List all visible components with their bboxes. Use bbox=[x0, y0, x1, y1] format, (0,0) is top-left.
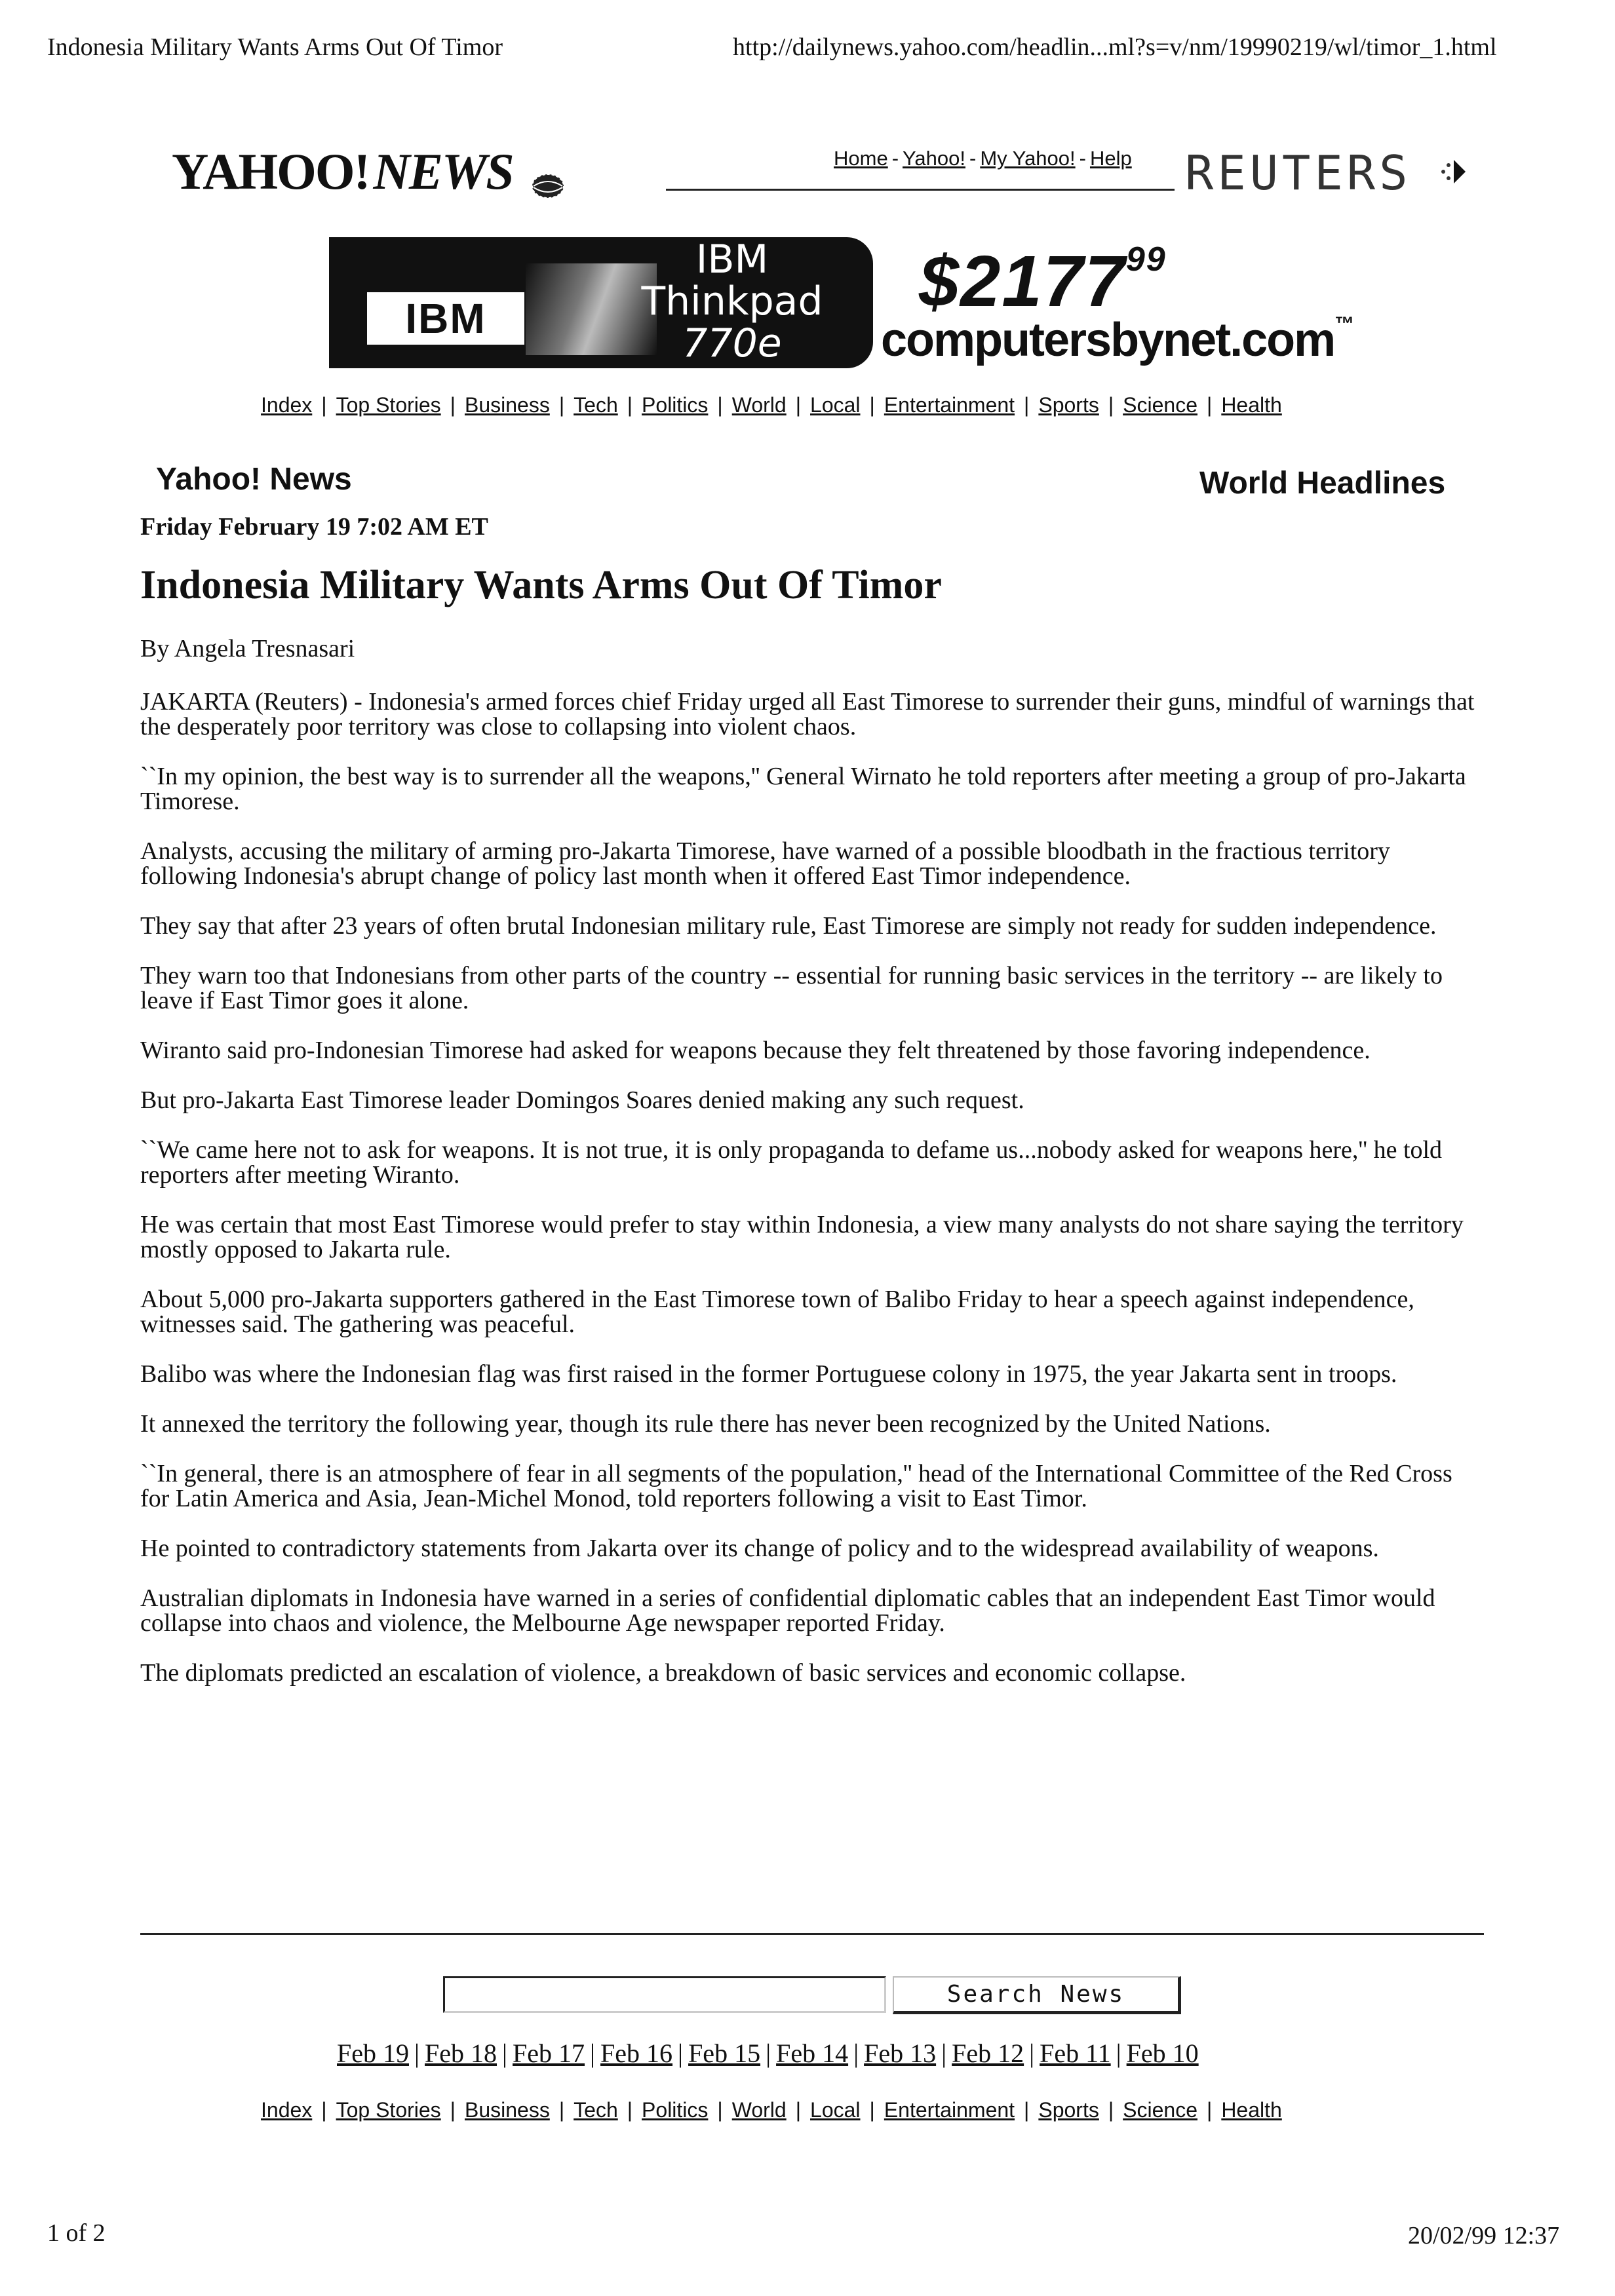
article-paragraph: But pro-Jakarta East Timorese leader Domingos Soares denied making any such request. bbox=[140, 1086, 1024, 1114]
print-page-title: Indonesia Military Wants Arms Out Of Timor bbox=[47, 33, 503, 61]
article-paragraph: They warn too that Indonesians from other parts of the country -- essential for running basic services in the territory -- are likely to leave if East Timor goes it alone. bbox=[140, 962, 1443, 1014]
article-paragraph: About 5,000 pro-Jakarta supporters gathered in the East Timorese town of Balibo Friday to hear a speech against independence, witnesses said. The gathering was peaceful. bbox=[140, 1286, 1414, 1338]
nav-top-stories[interactable]: Top Stories bbox=[336, 2098, 441, 2122]
archive-date-link[interactable]: Feb 18 bbox=[425, 2038, 497, 2068]
logo-yahoo-text: YAHOO! bbox=[172, 143, 370, 200]
archive-date-link[interactable]: Feb 11 bbox=[1040, 2038, 1111, 2068]
archive-date-links: Feb 19 | Feb 18 | Feb 17 | Feb 16 | Feb 15 | Feb 14 | Feb 13 | Feb 12 | Feb 11 | Feb 10 bbox=[337, 2038, 1199, 2068]
nav-politics[interactable]: Politics bbox=[642, 2098, 709, 2122]
nav-local[interactable]: Local bbox=[810, 2098, 861, 2122]
nav-world[interactable]: World bbox=[731, 2098, 787, 2122]
print-page-count: 1 of 2 bbox=[47, 2219, 106, 2247]
yahoo-news-logo[interactable] bbox=[172, 145, 657, 198]
article-byline: By Angela Tresnasari bbox=[140, 635, 355, 662]
yahoo-link[interactable]: Yahoo! bbox=[903, 147, 965, 170]
section-nav-bottom: Index | Top Stories | Business | Tech | Politics | World | Local | Entertainment | Sports | Science | Health bbox=[261, 2098, 1282, 2122]
my-yahoo-link[interactable]: My Yahoo! bbox=[980, 147, 1076, 170]
print-page-url: http://dailynews.yahoo.com/headlin...ml?s=v/nm/19990219/wl/timor_1.html bbox=[733, 33, 1497, 61]
search-news-input[interactable] bbox=[443, 1976, 886, 2013]
article-paragraph: He pointed to contradictory statements from Jakarta over its change of policy and to the widespread availability of weapons. bbox=[140, 1535, 1379, 1562]
article-body bbox=[140, 689, 1484, 1710]
archive-date-link[interactable]: Feb 15 bbox=[688, 2038, 761, 2068]
nav-science[interactable]: Science bbox=[1123, 2098, 1197, 2122]
search-news-button[interactable]: Search News bbox=[893, 1976, 1181, 2014]
ad-model-text: IBM Thinkpad 770e bbox=[641, 237, 823, 366]
section-heading: World Headlines bbox=[1199, 466, 1446, 501]
archive-date-link[interactable]: Feb 10 bbox=[1126, 2038, 1199, 2068]
nav-science[interactable]: Science bbox=[1123, 393, 1197, 417]
article-paragraph: It annexed the territory the following year, though its rule there has never been recognized by the United Nations. bbox=[140, 1410, 1271, 1438]
article-paragraph: JAKARTA (Reuters) - Indonesia's armed forces chief Friday urged all East Timorese to surrender their guns, mindful of warnings that the desperately poor territory was close to collapsing into violent chaos. bbox=[140, 688, 1475, 740]
ibm-thinkpad-banner-ad[interactable] bbox=[329, 237, 1353, 368]
help-link[interactable]: Help bbox=[1089, 147, 1132, 170]
archive-date-link[interactable]: Feb 16 bbox=[600, 2038, 673, 2068]
archive-date-link[interactable]: Feb 19 bbox=[337, 2038, 409, 2068]
nav-sports[interactable]: Sports bbox=[1038, 393, 1099, 417]
masthead-divider bbox=[666, 189, 1175, 191]
globe-icon bbox=[530, 172, 566, 201]
archive-date-link[interactable]: Feb 17 bbox=[513, 2038, 585, 2068]
nav-tech[interactable]: Tech bbox=[574, 2098, 618, 2122]
nav-entertainment[interactable]: Entertainment bbox=[884, 2098, 1015, 2122]
article-paragraph: Australian diplomats in Indonesia have warned in a series of confidential diplomatic cables that an independent East Timor would collapse into chaos and violence, the Melbourne Age newspaper reported Friday. bbox=[140, 1584, 1435, 1637]
footer-divider bbox=[140, 1933, 1484, 1935]
article-paragraph: ``In my opinion, the best way is to surrender all the weapons,'' General Wirnato he told reporters after meeting a group of pro-Jakarta Timorese. bbox=[140, 763, 1466, 815]
nav-business[interactable]: Business bbox=[464, 2098, 550, 2122]
nav-health[interactable]: Health bbox=[1221, 2098, 1282, 2122]
nav-index[interactable]: Index bbox=[261, 393, 313, 417]
nav-local[interactable]: Local bbox=[810, 393, 861, 417]
nav-entertainment[interactable]: Entertainment bbox=[884, 393, 1015, 417]
nav-sports[interactable]: Sports bbox=[1038, 2098, 1099, 2122]
ibm-logo: IBM bbox=[367, 292, 524, 345]
article-paragraph: Balibo was where the Indonesian flag was first raised in the former Portuguese colony in 1975, the year Jakarta sent in troops. bbox=[140, 1360, 1397, 1388]
archive-date-link[interactable]: Feb 12 bbox=[952, 2038, 1024, 2068]
nav-politics[interactable]: Politics bbox=[642, 393, 709, 417]
logo-news-text: NEWS bbox=[373, 143, 513, 200]
archive-date-link[interactable]: Feb 14 bbox=[776, 2038, 849, 2068]
nav-health[interactable]: Health bbox=[1221, 393, 1282, 417]
top-links: Home - Yahoo! - My Yahoo! - Help bbox=[834, 147, 1132, 170]
nav-tech[interactable]: Tech bbox=[574, 393, 618, 417]
ad-price: $2177$^{99}$ bbox=[919, 240, 1167, 322]
section-nav-top: Index | Top Stories | Business | Tech | Politics | World | Local | Entertainment | Sports | Science | Health bbox=[261, 393, 1282, 417]
reuters-logo[interactable]: REUTERS bbox=[1185, 145, 1412, 201]
article-paragraph: Wiranto said pro-Indonesian Timorese had asked for weapons because they felt threatened by those favoring independence. bbox=[140, 1037, 1371, 1064]
article-paragraph: The diplomats predicted an escalation of violence, a breakdown of basic services and economic collapse. bbox=[140, 1659, 1186, 1687]
home-link[interactable]: Home bbox=[834, 147, 888, 170]
article-dateline: Friday February 19 7:02 AM ET bbox=[140, 513, 488, 541]
article-headline: Indonesia Military Wants Arms Out Of Timor bbox=[140, 563, 942, 607]
site-brand-heading: Yahoo! News bbox=[156, 462, 352, 497]
archive-date-link[interactable]: Feb 13 bbox=[864, 2038, 937, 2068]
article-paragraph: They say that after 23 years of often brutal Indonesian military rule, East Timorese are simply not ready for sudden independence. bbox=[140, 912, 1437, 940]
nav-index[interactable]: Index bbox=[261, 2098, 313, 2122]
article-paragraph: ``In general, there is an atmosphere of fear in all segments of the population,'' head of the International Committee of the Red Cross for Latin America and Asia, Jean-Michel Monod, told reporters following a visit to East Timor. bbox=[140, 1460, 1452, 1512]
article-paragraph: He was certain that most East Timorese would prefer to stay within Indonesia, a view many analysts do not share saying the territory mostly opposed to Jakarta rule. bbox=[140, 1211, 1464, 1263]
nav-business[interactable]: Business bbox=[464, 393, 550, 417]
article-paragraph: ``We came here not to ask for weapons. It is not true, it is only propaganda to defame us...nobody asked for weapons here,'' he told reporters after meeting Wiranto. bbox=[140, 1136, 1443, 1189]
print-timestamp: 20/02/99 12:37 bbox=[1408, 2222, 1560, 2249]
reuters-dots-icon bbox=[1439, 156, 1468, 187]
nav-world[interactable]: World bbox=[731, 393, 787, 417]
ad-domain: computersbynet.com™ bbox=[881, 313, 1353, 366]
article-paragraph: Analysts, accusing the military of arming pro-Jakarta Timorese, have warned of a possible bloodbath in the fractious territory following Indonesia's abrupt change of policy last month when it offered East Timor independence. bbox=[140, 837, 1390, 890]
nav-top-stories[interactable]: Top Stories bbox=[336, 393, 441, 417]
